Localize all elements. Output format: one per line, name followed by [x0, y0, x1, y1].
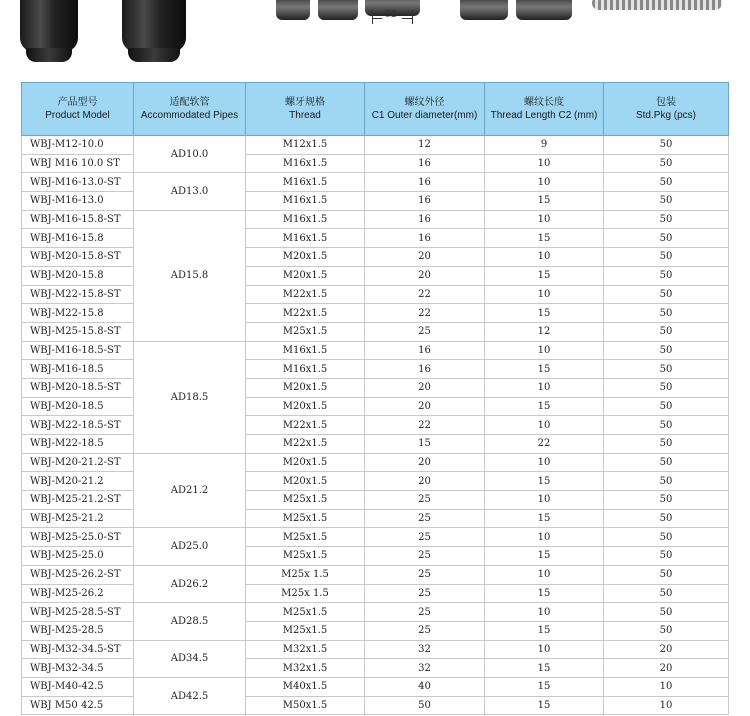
- outer-diameter-cell: 16: [365, 192, 485, 211]
- outer-diameter-cell: 25: [365, 509, 485, 528]
- product-model-cell: WBJ-M20-18.5: [22, 397, 134, 416]
- product-model-cell: WBJ-M20-21.2-ST: [22, 453, 134, 472]
- product-model-cell: WBJ-M22-15.8-ST: [22, 285, 134, 304]
- product-model-cell: WBJ-M20-21.2: [22, 472, 134, 491]
- column-header: [485, 83, 604, 136]
- outer-diameter-cell: 25: [365, 491, 485, 510]
- column-header-cn: 螺牙规格: [285, 97, 325, 108]
- thread-cell: M16x1.5: [246, 173, 365, 192]
- thread-cell: M25x1.5: [246, 528, 365, 547]
- package-cell: 50: [604, 229, 729, 248]
- package-cell: 50: [604, 285, 729, 304]
- package-cell: 50: [604, 584, 729, 603]
- spec-table: [21, 82, 729, 715]
- table-row: [22, 603, 729, 622]
- product-model-cell: WBJ-M25-26.2-ST: [22, 565, 134, 584]
- pipe-cell: AD18.5: [134, 341, 246, 453]
- thread-length-cell: 10: [485, 565, 604, 584]
- table-row: [22, 378, 729, 397]
- table-row: [22, 173, 729, 192]
- product-model-cell: WBJ-M22-18.5: [22, 435, 134, 454]
- thread-cell: M22x1.5: [246, 304, 365, 323]
- table-row: [22, 435, 729, 454]
- thread-cell: M20x1.5: [246, 397, 365, 416]
- column-header: [246, 83, 365, 136]
- thread-cell: M25x1.5: [246, 509, 365, 528]
- product-model-cell: WBJ M16 10.0 ST: [22, 154, 134, 173]
- outer-diameter-cell: 25: [365, 565, 485, 584]
- package-cell: 50: [604, 210, 729, 229]
- cable-gland-image: [20, 0, 78, 52]
- column-header-cn: 适配软管: [169, 97, 210, 108]
- package-cell: 50: [604, 565, 729, 584]
- seal-part-image: [318, 0, 358, 20]
- package-cell: 50: [604, 509, 729, 528]
- column-header-cn: 螺纹外径: [404, 97, 445, 108]
- outer-diameter-cell: 25: [365, 603, 485, 622]
- thread-length-cell: 15: [485, 472, 604, 491]
- table-row: [22, 341, 729, 360]
- thread-length-cell: 15: [485, 192, 604, 211]
- pipe-cell: AD15.8: [134, 210, 246, 341]
- thread-cell: M16x1.5: [246, 154, 365, 173]
- table-row: [22, 696, 729, 715]
- thread-cell: M16x1.5: [246, 210, 365, 229]
- table-row: [22, 229, 729, 248]
- column-header-en: Accommodated Pipes: [140, 110, 239, 121]
- thread-cell: M25x1.5: [246, 621, 365, 640]
- header-row: [22, 83, 729, 136]
- thread-length-cell: 15: [485, 659, 604, 678]
- thread-cell: M25x 1.5: [246, 584, 365, 603]
- product-model-cell: WBJ-M20-15.8: [22, 266, 134, 285]
- product-model-cell: WBJ-M12-10.0: [22, 136, 134, 155]
- dimension-line: [402, 18, 412, 19]
- outer-diameter-cell: 22: [365, 304, 485, 323]
- thread-length-cell: 10: [485, 491, 604, 510]
- dimension-tick: [372, 10, 373, 24]
- fitting-part-image: [516, 0, 572, 20]
- package-cell: 50: [604, 248, 729, 267]
- dimension-tick: [412, 10, 413, 24]
- thread-length-cell: 10: [485, 285, 604, 304]
- product-model-cell: WBJ-M25-21.2-ST: [22, 491, 134, 510]
- column-header: [22, 83, 134, 136]
- pipe-cell: AD10.0: [134, 136, 246, 173]
- table-row: [22, 416, 729, 435]
- column-header-en: C1 Outer diameter(mm): [371, 110, 478, 121]
- product-model-cell: WBJ-M25-15.8-ST: [22, 322, 134, 341]
- product-model-cell: WBJ-M25-21.2: [22, 509, 134, 528]
- thread-length-cell: 15: [485, 229, 604, 248]
- product-model-cell: WBJ-M20-15.8-ST: [22, 248, 134, 267]
- package-cell: 50: [604, 397, 729, 416]
- outer-diameter-cell: 25: [365, 621, 485, 640]
- package-cell: 50: [604, 173, 729, 192]
- thread-length-cell: 15: [485, 677, 604, 696]
- thread-cell: M12x1.5: [246, 136, 365, 155]
- spec-table-body: [22, 136, 729, 715]
- spec-table-header: [22, 83, 729, 136]
- package-cell: 50: [604, 435, 729, 454]
- thread-cell: M16x1.5: [246, 192, 365, 211]
- outer-diameter-cell: 25: [365, 528, 485, 547]
- table-row: [22, 584, 729, 603]
- outer-diameter-cell: 50: [365, 696, 485, 715]
- thread-cell: M20x1.5: [246, 378, 365, 397]
- package-cell: 50: [604, 528, 729, 547]
- outer-diameter-cell: 22: [365, 416, 485, 435]
- thread-length-cell: 15: [485, 584, 604, 603]
- product-model-cell: WBJ-M40-42.5: [22, 677, 134, 696]
- thread-length-cell: 12: [485, 322, 604, 341]
- thread-cell: M25x1.5: [246, 603, 365, 622]
- table-row: [22, 491, 729, 510]
- package-cell: 50: [604, 341, 729, 360]
- outer-diameter-cell: 16: [365, 360, 485, 379]
- thread-length-cell: 10: [485, 378, 604, 397]
- outer-diameter-cell: 16: [365, 341, 485, 360]
- product-model-cell: WBJ-M25-28.5-ST: [22, 603, 134, 622]
- product-model-cell: WBJ-M32-34.5: [22, 659, 134, 678]
- table-row: [22, 640, 729, 659]
- column-header-cn: 产品型号: [57, 97, 98, 108]
- outer-diameter-cell: 20: [365, 378, 485, 397]
- table-row: [22, 304, 729, 323]
- product-model-cell: WBJ-M16-13.0-ST: [22, 173, 134, 192]
- outer-diameter-cell: 20: [365, 266, 485, 285]
- table-row: [22, 621, 729, 640]
- thread-cell: M25x1.5: [246, 547, 365, 566]
- package-cell: 50: [604, 491, 729, 510]
- package-cell: 50: [604, 416, 729, 435]
- thread-cell: M20x1.5: [246, 248, 365, 267]
- product-model-cell: WBJ-M32-34.5-ST: [22, 640, 134, 659]
- outer-diameter-cell: 32: [365, 659, 485, 678]
- column-header-en: Thread Length C2 (mm): [490, 110, 598, 121]
- outer-diameter-cell: 40: [365, 677, 485, 696]
- thread-length-cell: 10: [485, 173, 604, 192]
- dimension-label-c2: C2: [384, 10, 397, 20]
- package-cell: 50: [604, 266, 729, 285]
- outer-diameter-cell: 20: [365, 453, 485, 472]
- thread-length-cell: 15: [485, 360, 604, 379]
- thread-length-cell: 15: [485, 304, 604, 323]
- table-row: [22, 266, 729, 285]
- thread-cell: M25x1.5: [246, 491, 365, 510]
- pipe-cell: AD25.0: [134, 528, 246, 565]
- product-model-cell: WBJ-M25-28.5: [22, 621, 134, 640]
- outer-diameter-cell: 20: [365, 397, 485, 416]
- thread-length-cell: 15: [485, 696, 604, 715]
- package-cell: 10: [604, 677, 729, 696]
- product-model-cell: WBJ-M16-15.8: [22, 229, 134, 248]
- product-model-cell: WBJ-M16-18.5: [22, 360, 134, 379]
- pipe-cell: AD28.5: [134, 603, 246, 640]
- table-row: [22, 528, 729, 547]
- outer-diameter-cell: 15: [365, 435, 485, 454]
- thread-length-cell: 10: [485, 416, 604, 435]
- outer-diameter-cell: 16: [365, 154, 485, 173]
- column-header-en: Thread: [289, 110, 321, 121]
- table-row: [22, 154, 729, 173]
- package-cell: 50: [604, 603, 729, 622]
- thread-cell: M25x 1.5: [246, 565, 365, 584]
- product-model-cell: WBJ-M20-18.5-ST: [22, 378, 134, 397]
- outer-diameter-cell: 16: [365, 229, 485, 248]
- table-row: [22, 565, 729, 584]
- thread-length-cell: 10: [485, 603, 604, 622]
- outer-diameter-cell: 22: [365, 285, 485, 304]
- cable-gland-image: [122, 0, 186, 52]
- thread-cell: M16x1.5: [246, 229, 365, 248]
- package-cell: 50: [604, 472, 729, 491]
- table-row: [22, 136, 729, 155]
- pipe-cell: AD42.5: [134, 677, 246, 714]
- thread-cell: M32x1.5: [246, 640, 365, 659]
- table-row: [22, 547, 729, 566]
- outer-diameter-cell: 16: [365, 173, 485, 192]
- table-row: [22, 509, 729, 528]
- thread-length-cell: 10: [485, 341, 604, 360]
- outer-diameter-cell: 12: [365, 136, 485, 155]
- column-header: [134, 83, 246, 136]
- package-cell: 20: [604, 659, 729, 678]
- thread-length-cell: 10: [485, 453, 604, 472]
- product-model-cell: WBJ-M16-18.5-ST: [22, 341, 134, 360]
- thread-length-cell: 15: [485, 397, 604, 416]
- package-cell: 50: [604, 360, 729, 379]
- column-header-cn: 包装: [656, 97, 676, 108]
- product-model-cell: WBJ M50 42.5: [22, 696, 134, 715]
- thread-cell: M20x1.5: [246, 472, 365, 491]
- package-cell: 50: [604, 304, 729, 323]
- table-row: [22, 360, 729, 379]
- package-cell: 50: [604, 136, 729, 155]
- thread-cell: M32x1.5: [246, 659, 365, 678]
- thread-cell: M22x1.5: [246, 416, 365, 435]
- package-cell: 50: [604, 453, 729, 472]
- package-cell: 10: [604, 696, 729, 715]
- thread-cell: M20x1.5: [246, 453, 365, 472]
- table-row: [22, 248, 729, 267]
- outer-diameter-cell: 25: [365, 322, 485, 341]
- product-model-cell: WBJ-M22-18.5-ST: [22, 416, 134, 435]
- outer-diameter-cell: 25: [365, 584, 485, 603]
- pipe-cell: AD34.5: [134, 640, 246, 677]
- package-cell: 50: [604, 192, 729, 211]
- column-header: [604, 83, 729, 136]
- thread-length-cell: 10: [485, 248, 604, 267]
- thread-cell: M22x1.5: [246, 435, 365, 454]
- thread-cell: M22x1.5: [246, 285, 365, 304]
- package-cell: 50: [604, 154, 729, 173]
- thread-length-cell: 15: [485, 509, 604, 528]
- thread-cell: M40x1.5: [246, 677, 365, 696]
- outer-diameter-cell: 20: [365, 472, 485, 491]
- package-cell: 50: [604, 322, 729, 341]
- package-cell: 50: [604, 547, 729, 566]
- product-model-cell: WBJ-M22-15.8: [22, 304, 134, 323]
- thread-cell: M25x1.5: [246, 322, 365, 341]
- package-cell: 50: [604, 378, 729, 397]
- pipe-cell: AD21.2: [134, 453, 246, 528]
- thread-length-cell: 10: [485, 154, 604, 173]
- dimension-line: [372, 18, 382, 19]
- thread-cell: M16x1.5: [246, 341, 365, 360]
- conduit-spring-image: [592, 0, 722, 10]
- package-cell: 50: [604, 621, 729, 640]
- table-row: [22, 677, 729, 696]
- table-row: [22, 192, 729, 211]
- column-header-en: Product Model: [45, 110, 110, 121]
- pipe-cell: AD13.0: [134, 173, 246, 210]
- table-row: [22, 472, 729, 491]
- nut-part-image: [276, 0, 310, 20]
- thread-length-cell: 22: [485, 435, 604, 454]
- column-header-cn: 螺纹长度: [524, 97, 564, 108]
- product-model-cell: WBJ-M25-26.2: [22, 584, 134, 603]
- thread-length-cell: 10: [485, 528, 604, 547]
- thread-length-cell: 10: [485, 210, 604, 229]
- outer-diameter-cell: 16: [365, 210, 485, 229]
- table-row: [22, 659, 729, 678]
- product-model-cell: WBJ-M16-13.0: [22, 192, 134, 211]
- thread-cell: M20x1.5: [246, 266, 365, 285]
- product-banner: [0, 0, 750, 80]
- thread-length-cell: 10: [485, 640, 604, 659]
- table-row: [22, 210, 729, 229]
- thread-length-cell: 15: [485, 547, 604, 566]
- product-model-cell: WBJ-M25-25.0: [22, 547, 134, 566]
- table-row: [22, 285, 729, 304]
- package-cell: 20: [604, 640, 729, 659]
- thread-length-cell: 15: [485, 266, 604, 285]
- table-row: [22, 453, 729, 472]
- table-row: [22, 397, 729, 416]
- product-model-cell: WBJ-M16-15.8-ST: [22, 210, 134, 229]
- outer-diameter-cell: 20: [365, 248, 485, 267]
- column-header: [365, 83, 485, 136]
- outer-diameter-cell: 32: [365, 640, 485, 659]
- product-model-cell: WBJ-M25-25.0-ST: [22, 528, 134, 547]
- pipe-cell: AD26.2: [134, 565, 246, 602]
- thread-cell: M50x1.5: [246, 696, 365, 715]
- column-header-en: Std.Pkg (pcs): [635, 110, 697, 121]
- body-part-image: [460, 0, 508, 20]
- thread-length-cell: 9: [485, 136, 604, 155]
- outer-diameter-cell: 25: [365, 547, 485, 566]
- thread-cell: M16x1.5: [246, 360, 365, 379]
- table-row: [22, 322, 729, 341]
- thread-length-cell: 15: [485, 621, 604, 640]
